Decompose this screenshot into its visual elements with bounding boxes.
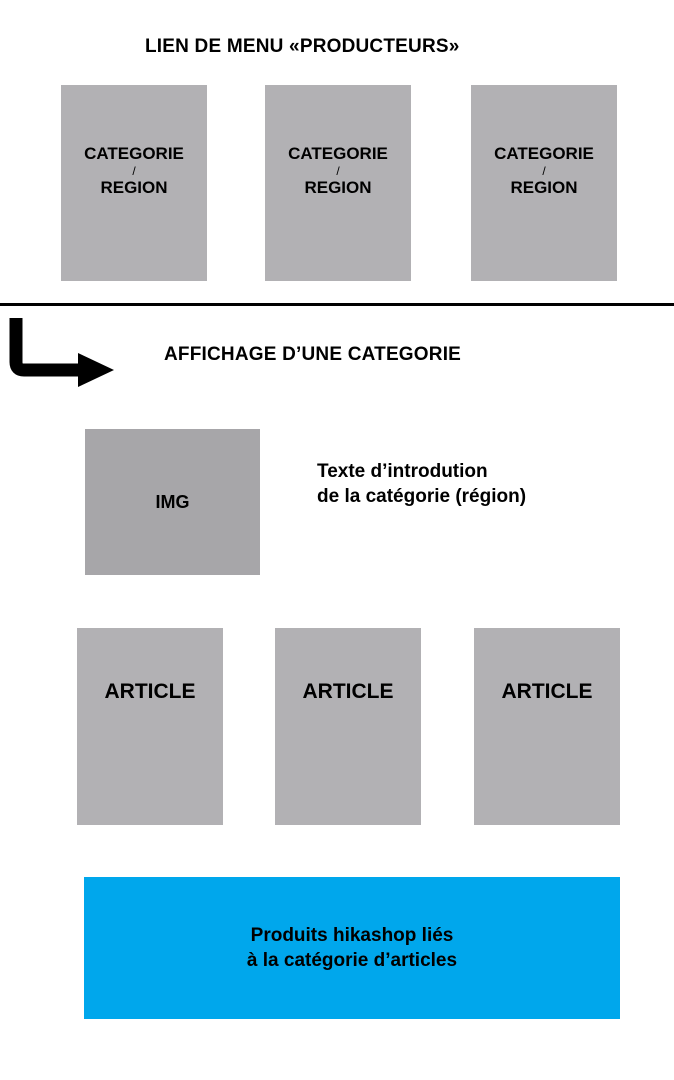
article-box-2[interactable] (275, 628, 421, 825)
hikashop-products-block[interactable] (84, 877, 620, 1019)
category-separator: / (542, 164, 546, 178)
intro-line-1: Texte d’introdution (317, 461, 488, 482)
image-label: IMG (155, 491, 190, 512)
article-label: ARTICLE (104, 680, 196, 703)
category-separator: / (336, 164, 340, 178)
arrow-down-right-icon (8, 318, 114, 388)
products-line-1: Produits hikashop liés (250, 925, 454, 946)
article-label: ARTICLE (302, 680, 394, 703)
category-label: CATEGORIE (84, 144, 184, 163)
category-box-3[interactable] (471, 85, 617, 281)
article-label: ARTICLE (501, 680, 593, 703)
region-label: REGION (510, 178, 578, 197)
region-label: REGION (100, 178, 168, 197)
products-line-2: à la catégorie d’articles (246, 950, 458, 971)
menu-section-title: LIEN DE MENU «PRODUCTEURS» (145, 36, 460, 57)
category-image (85, 429, 260, 575)
category-box-1[interactable] (61, 85, 207, 281)
category-section-title: AFFICHAGE D’UNE CATEGORIE (164, 344, 462, 365)
intro-line-2: de la catégorie (région) (317, 486, 527, 507)
category-label: CATEGORIE (494, 144, 594, 163)
section-divider (0, 303, 674, 306)
article-box-1[interactable] (77, 628, 223, 825)
category-intro-text (317, 459, 526, 509)
category-box-2[interactable] (265, 85, 411, 281)
region-label: REGION (304, 178, 372, 197)
category-separator: / (132, 164, 136, 178)
category-label: CATEGORIE (288, 144, 388, 163)
article-box-3[interactable] (474, 628, 620, 825)
